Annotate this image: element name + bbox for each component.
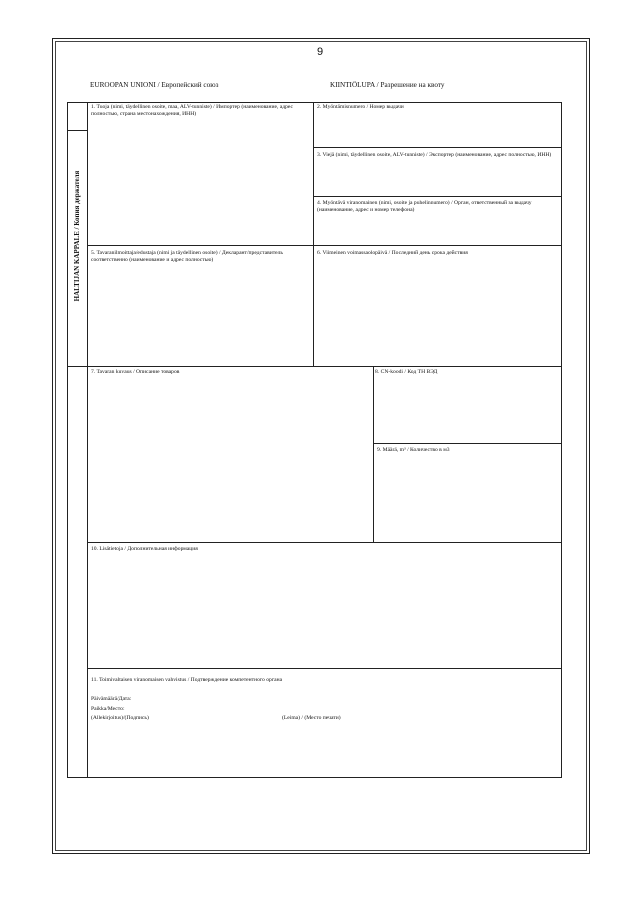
box-1-label: 1. Tuoja (nimi, täydellinen osoite, maa, ALV-tunniste) / Импортер (наименование, адрес полностью, страна местонахождения, ИНН) (91, 104, 294, 117)
rule-b2-b3 (313, 147, 562, 148)
box-8-label: 8. CN-koodi / Код ТН ВЭД (375, 369, 438, 375)
box-10-label: 10. Lisätietoja / Дополнительная информация (91, 546, 198, 552)
header-right: KIINTIÖLUPA / Разрешение на квоту (330, 81, 445, 89)
rule-b3-b4 (313, 196, 562, 197)
box-4-label: 4. Myöntävä viranomainen (nimi, osoite ja puhelinnumero) / Орган, ответственный за выдачу (наименование, адрес и номер телефона) (317, 200, 532, 213)
date-label: Päivämäärä/Дата: (91, 696, 132, 702)
box-5-label: 5. Tavaranilmoittaja/edustaja (nimi ja täydellinen osoite) / Декларант/представитель соответственно (наименование и адрес полностью) (91, 250, 283, 263)
box-7-label: 7. Tavaran kuvaus / Описание товаров (91, 369, 180, 375)
top-section-divider (313, 102, 314, 366)
box-11-label: 11. Toimivaltaisen viranomaisen vahvistus / Подтверждение компетентного органа (91, 677, 283, 683)
stamp-label: (Leima) / (Место печати) (282, 715, 341, 721)
section-divider-2 (87, 542, 562, 543)
box-2-label: 2. Myöntämisnumero / Номер выдачи (317, 104, 404, 110)
place-label: Paikka/Место: (91, 706, 125, 712)
box-9-label: 9. Määrä, m³ / Количество в м3 (377, 447, 450, 453)
side-label: HALTIJAN KAPPALE / Копия держателя (73, 170, 81, 302)
page-number: 9 (316, 46, 324, 58)
header-left: EUROOPAN UNIONI / Европейский союз (90, 81, 219, 89)
mid-section-divider (373, 366, 374, 542)
box-3-label: 3. Viejä (nimi, täydellinen osoite, ALV-tunniste) / Экспортер (наименование, адрес полностью, ИНН) (317, 152, 552, 158)
side-label-box (67, 105, 87, 367)
section-divider-3 (87, 668, 562, 669)
rule-b1-b5 (87, 245, 562, 246)
box-6-label: 6. Viimeinen voimassaolopäivä / Последний день срока действия (317, 250, 468, 256)
section-divider-1 (67, 366, 562, 367)
rule-b8-b9 (373, 443, 562, 444)
signature-label: (Allekirjoitus)/(Подпись) (91, 715, 149, 721)
side-column-divider (87, 102, 88, 778)
